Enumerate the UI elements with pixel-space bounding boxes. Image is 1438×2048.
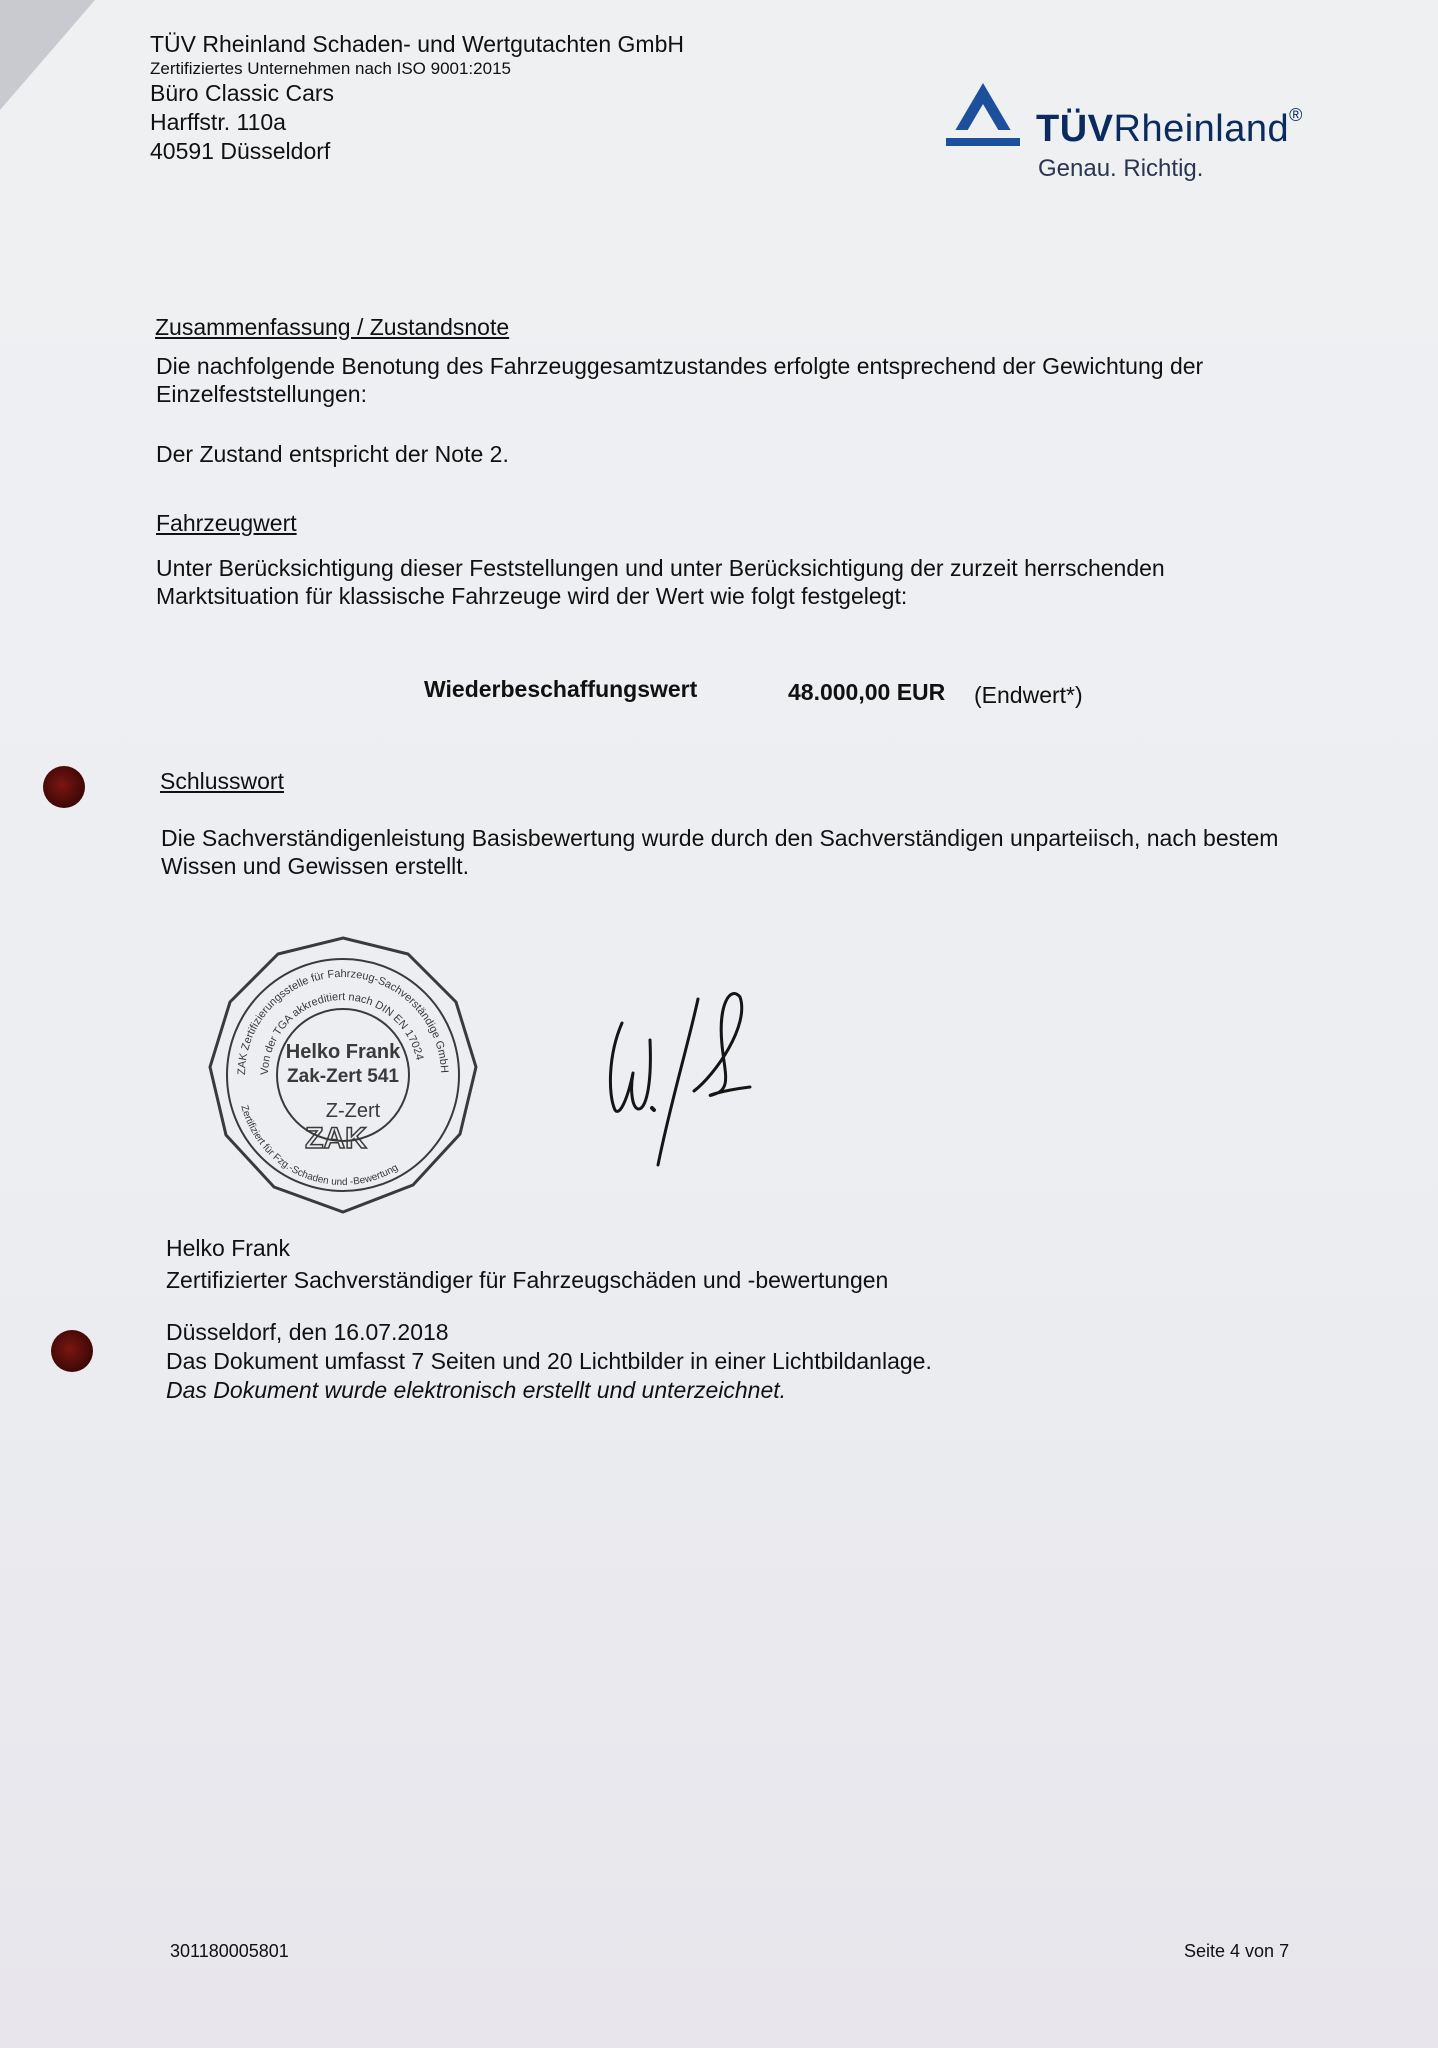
stamp-id: Zak-Zert 541 — [287, 1066, 399, 1087]
signer-title: Zertifizierter Sachverständiger für Fahrzeugschäden und -bewertungen — [166, 1267, 889, 1293]
sender-street: Harffstr. 110a — [150, 109, 286, 135]
stamp-outer-bottom: Zertifiziert für Fzg.-Schaden und -Bewertung — [238, 1103, 401, 1189]
sender-company: TÜV Rheinland Schaden- und Wertgutachten GmbH — [150, 31, 684, 57]
value-note: (Endwert*) — [974, 682, 1083, 708]
certification-stamp — [198, 930, 488, 1220]
registered-mark: ® — [1289, 105, 1303, 125]
closing-text: Die Sachverständigenleistung Basisbewertung wurde durch den Sachverständigen unparteiisch, nach bestem Wissen und Gewissen erstellt. — [161, 825, 1279, 879]
signer-block — [166, 1232, 888, 1296]
punch-hole-bottom — [51, 1330, 93, 1372]
closing-heading: Schlusswort — [160, 768, 284, 794]
tuv-logo — [943, 80, 1343, 190]
document-number: 301180005801 — [170, 1941, 289, 1961]
vehicle-value-text: Unter Berücksichtigung dieser Feststellungen und unter Berücksichtigung der zurzeit herrschenden Marktsituation für klassische Fahrzeuge wird der Wert wie folgt festgelegt: — [156, 555, 1165, 609]
value-row — [424, 676, 1083, 708]
electronic-note: Das Dokument wurde elektronisch erstellt und unterzeichnet. — [166, 1377, 787, 1403]
stamp-inner-top: Von der TGA akkreditiert nach DIN EN 17024 — [258, 990, 426, 1076]
summary-grade: Der Zustand entspricht der Note 2. — [156, 441, 509, 467]
tuv-brand-name — [1036, 105, 1303, 151]
stamp-logo-mark: ZAK — [305, 1122, 367, 1155]
value-label: Wiederbeschaffungswert — [424, 676, 698, 702]
sender-certification: Zertifiziertes Unternehmen nach ISO 9001:2015 — [150, 59, 511, 78]
sender-address — [150, 30, 684, 166]
pages-note: Das Dokument umfasst 7 Seiten und 20 Lichtbilder in einer Lichtbildanlage. — [166, 1348, 932, 1374]
tuv-slogan: Genau. Richtig. — [1038, 155, 1204, 182]
brand-light: Rheinland — [1113, 108, 1290, 150]
sender-office: Büro Classic Cars — [150, 80, 335, 106]
punch-hole-top — [43, 766, 85, 808]
summary-heading: Zusammenfassung / Zustandsnote — [155, 314, 510, 340]
tuv-triangle-icon — [943, 80, 1023, 150]
brand-bold: TÜV — [1036, 108, 1114, 150]
signer-name: Helko Frank — [166, 1235, 290, 1261]
stamp-logo-text: Z-Zert — [325, 1100, 381, 1122]
page-number: Seite 4 von 7 — [1184, 1941, 1290, 1961]
value-amount: 48.000,00 EUR — [788, 679, 946, 705]
signature — [600, 985, 780, 1170]
summary-intro: Die nachfolgende Benotung des Fahrzeuggesamtzustandes erfolgte entsprechend der Gewichtung der Einzelfeststellungen: — [156, 353, 1204, 407]
place-date-block — [166, 1318, 932, 1405]
stamp-name: Helko Frank — [285, 1041, 401, 1063]
page-corner-fold — [0, 0, 95, 110]
sender-city: 40591 Düsseldorf — [150, 138, 331, 164]
stamp-outer-top: ZAK Zertifizierungsstelle für Fahrzeug-Sachverständige GmbH — [235, 967, 451, 1076]
vehicle-value-heading: Fahrzeugwert — [156, 510, 297, 536]
place-date: Düsseldorf, den 16.07.2018 — [166, 1319, 449, 1345]
